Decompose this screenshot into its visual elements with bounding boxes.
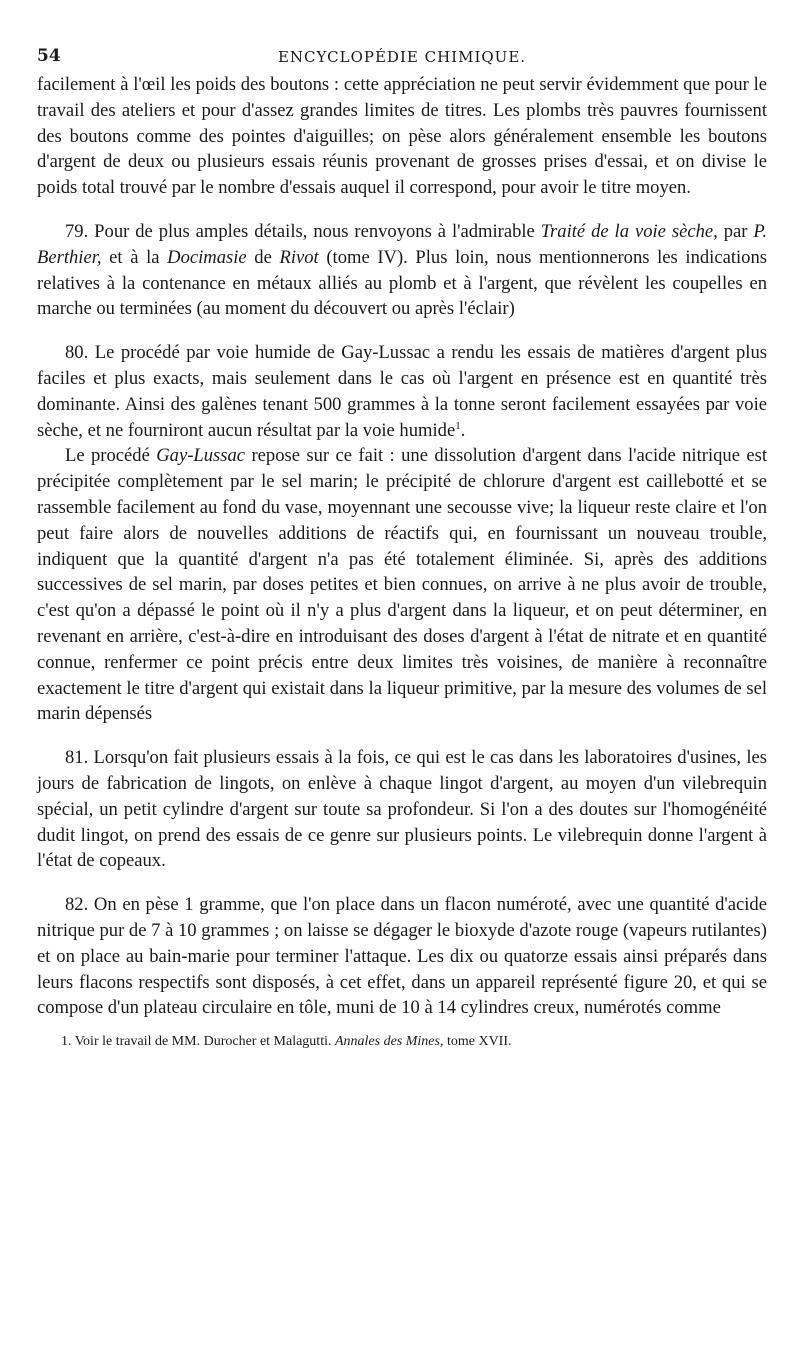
- paragraph-82: [37, 892, 767, 1021]
- italic-title: Docimasie: [167, 246, 247, 268]
- text-run: (tome IV). Plus loin, nous mentionnerons les indications relatives à la contenance en métaux alliés au plomb et à l'argent, que révèlent les coupelles en marche ou terminées (au moment du découvert ou après l'éclair): [37, 246, 768, 320]
- italic-name: Gay-Lussac: [156, 445, 246, 467]
- page: [37, 38, 767, 1051]
- italic-author: Rivot: [279, 246, 319, 268]
- text-run: par: [717, 220, 754, 242]
- paragraph-continuation: facilement à l'œil les poids des boutons : cette appréciation ne peut servir évidemment que pour le travail des ateliers et pour d'assez grandes limites de titres. Les plombs très pauvres fournissent des boutons comme des pointes d'aiguilles; on pèse alors généralement ensemble les boutons d'argent de deux ou plusieurs essais réunis provenant de grosses prises d'essai, et on divise le poids total trouvé par le nombre d'essais auquel il correspond, pour avoir le titre moyen.: [37, 74, 767, 199]
- paragraph-80-continued: [37, 443, 767, 727]
- text-run: repose sur ce fait : une dissolution d'argent dans l'acide nitrique est précipitée complètement par le sel marin; le précipité de chlorure d'argent est caillebotté et se rassemble facilement au fond du vase, moyennant une secousse vive; la liqueur reste claire et l'on peut faire alors de nouvelles additions de réactifs qui, en fournissant un nouveau trouble, indiquent que la quantité d'argent n'a pas été totalement éliminée. Si, après des additions successives de sel marin, par doses petites et bien connues, on arrive à ne plus avoir de trouble, c'est qu'on a dépassé le point où il n'y a plus d'argent dans la liqueur, et on peut déterminer, en revenant en arrière, c'est-à-dire en introduisant des doses d'argent à l'état de nitrate et en quantité connue, renfermer ce point précis entre deux limites très voisines, de manière à reconnaître exactement le titre d'argent qui existait dans la liqueur primitive, par la mesure des volumes de sel marin dépensés: [37, 445, 767, 725]
- footnote-reference: 1: [455, 419, 461, 432]
- text-run: tome XVII.: [443, 1034, 512, 1050]
- text-run: de: [246, 246, 280, 268]
- running-title: ENCYCLOPÉDIE CHIMIQUE.: [277, 48, 527, 66]
- running-head: [37, 38, 767, 72]
- italic-author: P. Berthier,: [37, 220, 767, 268]
- text-run: Pour de plus amples détails, nous renvoyons à l'admirable: [88, 220, 541, 242]
- paragraph-79: [37, 219, 767, 322]
- italic-journal: Annales des Mines,: [334, 1034, 444, 1050]
- italic-title: Traité de la voie sèche,: [540, 220, 718, 242]
- footnote: [37, 1033, 767, 1051]
- page-number: 54: [37, 46, 61, 66]
- paragraph-number: 82.: [65, 894, 89, 916]
- paragraph-number: 81.: [65, 747, 89, 769]
- paragraph-number: 79.: [65, 220, 89, 242]
- text-run: .: [460, 419, 466, 441]
- text-run: Le procédé par voie humide de Gay-Lussac a rendu les essais de matières d'argent plus faciles et plus exacts, mais seulement dans le cas où l'argent en présence est en quantité très dominante. Ainsi des galènes tenant 500 grammes à la tonne seront facilement essayées par voie sèche, et ne fourniront aucun résultat par la voie humide: [37, 342, 767, 441]
- body-text: [37, 72, 767, 1021]
- paragraph-number: 80.: [65, 342, 89, 364]
- text-run: On en pèse 1 gramme, que l'on place dans un flacon numéroté, avec une quantité d'acide nitrique pur de 7 à 10 grammes ; on laisse se dégager le bioxyde d'azote rouge (vapeurs rutilantes) et on place au bain-marie pour terminer l'attaque. Les dix ou quatorze essais ainsi préparés dans leurs flacons respectifs sont disposés, à cet effet, dans un appareil représenté figure 20, et qui se compose d'un plateau circulaire en tôle, muni de 10 à 14 cylindres creux, numérotés comme: [37, 894, 767, 1019]
- paragraph-81: [37, 745, 767, 874]
- paragraph-80: [37, 340, 767, 443]
- text-run: Le procédé: [65, 445, 157, 467]
- text-run: Voir le travail de MM. Durocher et Malagutti.: [71, 1034, 335, 1050]
- text-run: et à la: [101, 246, 168, 268]
- text-run: Lorsqu'on fait plusieurs essais à la fois, ce qui est le cas dans les laboratoires d'usines, les jours de fabrication de lingots, on enlève à chaque lingot d'argent, au moyen d'un vilebrequin spécial, un petit cylindre d'argent sur toute sa profondeur. Si l'on a des doutes sur l'homogénéité dudit lingot, on prend des essais de ce genre sur plusieurs points. Le vilebrequin donne l'argent à l'état de copeaux.: [37, 747, 767, 872]
- footnote-mark: 1.: [61, 1034, 72, 1050]
